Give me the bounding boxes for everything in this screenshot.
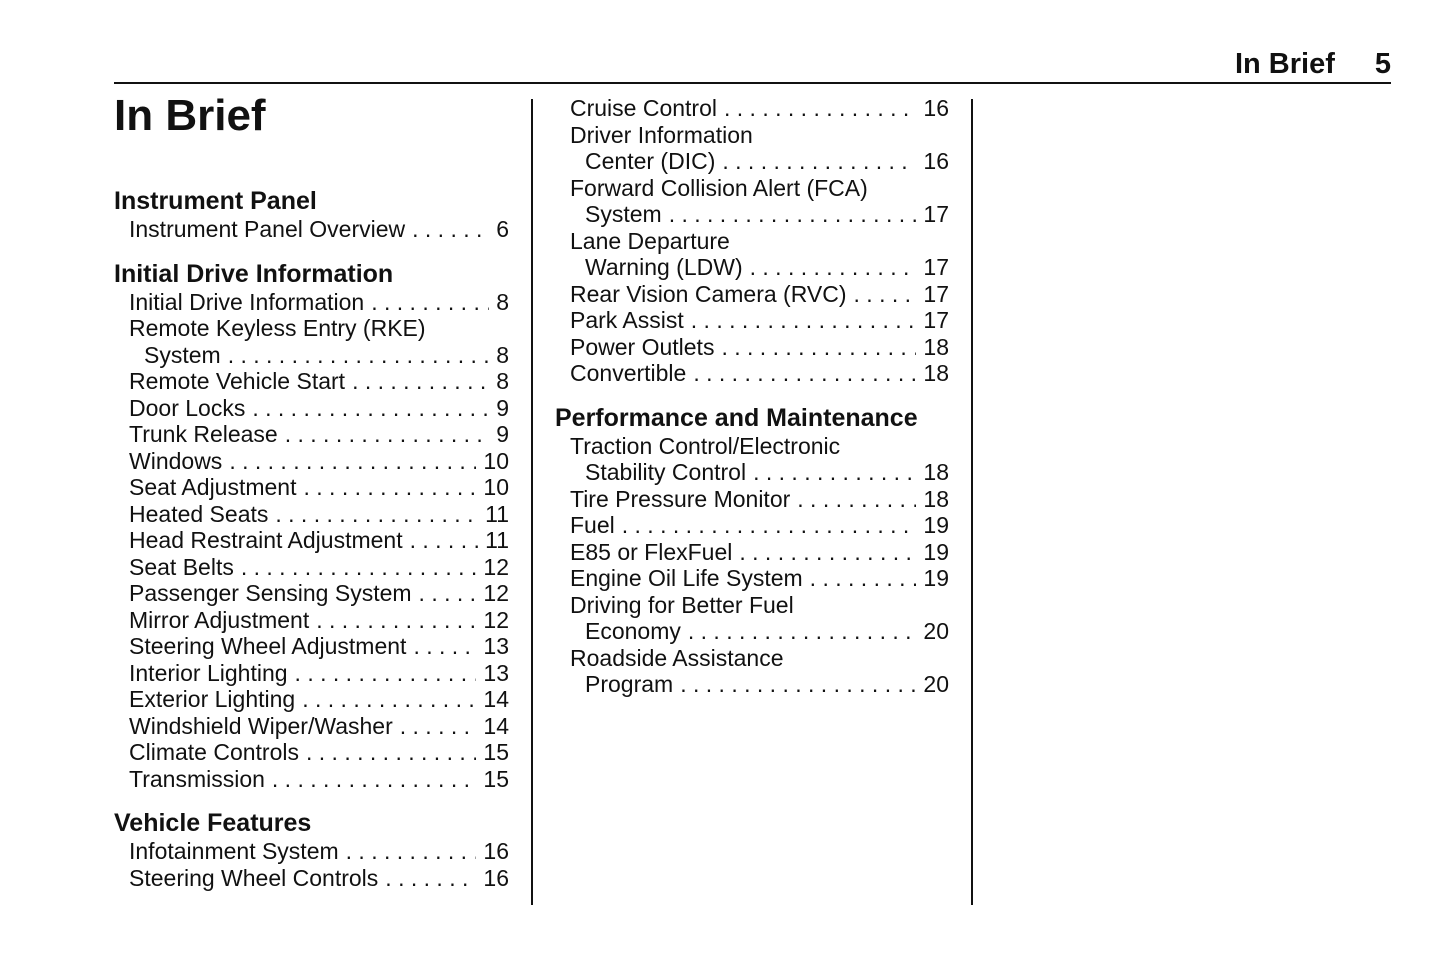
toc-entry-title: Climate Controls xyxy=(129,739,299,765)
toc-entry-page: 9 xyxy=(496,421,509,447)
dot-leader xyxy=(285,421,489,448)
toc-entry-title: Steering Wheel Controls xyxy=(129,864,379,891)
dot-leader xyxy=(228,342,490,369)
toc-entry-page: 9 xyxy=(496,394,509,421)
dot-leader xyxy=(316,607,476,634)
toc-entry-page: 16 xyxy=(923,95,949,121)
toc-entry-title-line[interactable]: Driving for Better Fuel xyxy=(570,591,794,618)
dot-leader xyxy=(295,660,477,687)
toc-entry-page: 17 xyxy=(923,307,949,333)
toc-entry-page: 19 xyxy=(923,512,949,538)
dot-leader xyxy=(410,527,479,554)
toc-entry-title-line[interactable]: Forward Collision Alert (FCA) xyxy=(570,174,868,201)
toc-entry-title: Engine Oil Life System xyxy=(570,565,803,591)
dot-leader xyxy=(724,95,916,122)
toc-entry[interactable] xyxy=(114,527,509,554)
toc-entry-title: Interior Lighting xyxy=(129,659,288,686)
toc-entry-title: Fuel xyxy=(570,512,615,538)
dot-leader xyxy=(400,713,477,740)
toc-section-heading: Vehicle Features xyxy=(114,809,312,837)
toc-entry[interactable] xyxy=(114,395,509,422)
toc-entry-title: Transmission xyxy=(129,765,265,792)
toc-section-heading: Instrument Panel xyxy=(114,187,317,215)
dot-leader xyxy=(252,395,489,422)
toc-entry[interactable] xyxy=(114,421,509,448)
dot-leader xyxy=(722,148,916,175)
toc-entry-title: Infotainment System xyxy=(129,838,339,864)
toc-entry[interactable] xyxy=(555,201,949,228)
dot-leader xyxy=(750,254,917,281)
toc-entry-title-line[interactable]: Remote Keyless Entry (RKE) xyxy=(129,315,426,341)
toc-entry-title: System xyxy=(585,201,662,227)
toc-entry-page: 8 xyxy=(496,341,509,368)
toc-entry[interactable] xyxy=(114,368,509,395)
toc-entry-title: Stability Control xyxy=(585,459,747,485)
toc-entry-title: E85 or FlexFuel xyxy=(570,538,733,565)
toc-entry-page: 18 xyxy=(923,360,949,386)
toc-entry-page: 11 xyxy=(485,527,509,553)
toc-entry[interactable] xyxy=(114,607,509,634)
toc-entry[interactable] xyxy=(114,686,509,713)
toc-entry-title-line[interactable]: Traction Control/Electronic xyxy=(570,432,841,459)
toc-entry[interactable] xyxy=(114,554,509,581)
dot-leader xyxy=(346,838,477,865)
toc-entry-page: 8 xyxy=(496,368,509,394)
dot-leader xyxy=(385,865,476,892)
toc-entry-title: Exterior Lighting xyxy=(129,686,296,712)
toc-entry-title: Windshield Wiper/Washer xyxy=(129,712,393,739)
running-head xyxy=(1235,44,1391,84)
dot-leader xyxy=(275,501,478,528)
toc-entry-page: 12 xyxy=(483,606,509,633)
toc-entry[interactable] xyxy=(555,512,949,539)
toc-entry[interactable] xyxy=(114,474,509,501)
toc-entry[interactable] xyxy=(555,618,949,645)
toc-entry-title: Steering Wheel Adjustment xyxy=(129,633,407,659)
toc-entry-title: Trunk Release xyxy=(129,421,278,447)
toc-entry-title: Seat Adjustment xyxy=(129,474,297,500)
toc-entry-page: 14 xyxy=(483,712,509,739)
toc-entry-page: 12 xyxy=(483,580,509,606)
toc-entry-page: 17 xyxy=(923,201,949,227)
toc-entry-title-line[interactable]: Driver Information xyxy=(570,121,753,148)
toc-entry[interactable] xyxy=(114,448,509,475)
toc-entry-page: 18 xyxy=(923,333,949,360)
toc-entry-page: 18 xyxy=(923,459,949,485)
toc-entry-page: 13 xyxy=(483,633,509,659)
toc-entry[interactable] xyxy=(114,501,509,528)
dot-leader xyxy=(680,671,916,698)
toc-entry-title: Door Locks xyxy=(129,394,246,421)
toc-entry[interactable] xyxy=(555,671,949,698)
toc-entry-title: Remote Vehicle Start xyxy=(129,368,346,394)
header-rule xyxy=(114,82,1391,84)
toc-entry-title-line[interactable]: Lane Departure xyxy=(570,227,730,254)
toc-entry-page: 15 xyxy=(483,765,509,792)
toc-entry[interactable] xyxy=(114,289,509,316)
toc-entry[interactable] xyxy=(114,739,509,766)
toc-entry-title: Heated Seats xyxy=(129,500,269,527)
dot-leader xyxy=(413,633,476,660)
dot-leader xyxy=(691,307,917,334)
toc-entry[interactable] xyxy=(114,713,509,740)
toc-entry-title: Seat Belts xyxy=(129,553,234,580)
toc-entry-page: 6 xyxy=(496,216,509,242)
toc-entry-page: 17 xyxy=(923,254,949,280)
toc-entry-page: 16 xyxy=(923,148,949,174)
toc-entry[interactable] xyxy=(555,307,949,334)
toc-entry-page: 17 xyxy=(923,280,949,307)
dot-leader xyxy=(810,565,917,592)
toc-entry-page: 12 xyxy=(483,553,509,580)
dot-leader xyxy=(721,334,916,361)
dot-leader xyxy=(229,448,476,475)
toc-entry[interactable] xyxy=(555,565,949,592)
toc-section-heading: Initial Drive Information xyxy=(114,259,394,288)
dot-leader xyxy=(622,512,917,539)
toc-entry-title: Warning (LDW) xyxy=(585,254,743,280)
toc-entry-page: 13 xyxy=(483,659,509,686)
toc-entry-title: Power Outlets xyxy=(570,333,715,360)
page-number: 5 xyxy=(1374,48,1391,80)
toc-entry[interactable] xyxy=(555,148,949,175)
toc-entry-page: 16 xyxy=(483,864,509,891)
toc-entry-title-line[interactable]: Roadside Assistance xyxy=(570,644,784,671)
dot-leader xyxy=(272,766,477,793)
toc-entry[interactable] xyxy=(114,766,509,793)
toc-entry-page: 16 xyxy=(483,838,509,864)
dot-leader xyxy=(739,539,916,566)
toc-entry[interactable] xyxy=(555,486,949,513)
toc-entry-page: 8 xyxy=(496,288,509,315)
toc-entry[interactable] xyxy=(114,865,509,892)
toc-entry-title: Convertible xyxy=(570,360,687,386)
toc-entry[interactable] xyxy=(555,281,949,308)
toc-entry-title: Park Assist xyxy=(570,307,684,333)
toc-entry[interactable] xyxy=(555,254,949,281)
toc-entry-title: Tire Pressure Monitor xyxy=(570,485,791,512)
toc-entry[interactable] xyxy=(114,633,509,660)
toc-entry[interactable] xyxy=(555,459,949,486)
toc-entry-title: Economy xyxy=(585,618,681,644)
dot-leader xyxy=(854,281,917,308)
dot-leader xyxy=(302,686,476,713)
toc-entry[interactable] xyxy=(114,342,509,369)
toc-entry-title: Center (DIC) xyxy=(585,148,716,174)
running-head-title: In Brief xyxy=(1234,48,1335,80)
toc-entry[interactable] xyxy=(555,334,949,361)
dot-leader xyxy=(304,474,477,501)
toc-entry-page: 15 xyxy=(483,739,509,765)
toc-section-heading: Performance and Maintenance xyxy=(555,403,918,432)
chapter-title: In Brief xyxy=(114,91,266,140)
toc-entry[interactable] xyxy=(555,360,949,387)
toc-entry-title: System xyxy=(144,341,221,368)
toc-entry-page: 11 xyxy=(485,500,509,527)
toc-entry[interactable] xyxy=(114,838,509,865)
dot-leader xyxy=(241,554,477,581)
toc-entry-page: 10 xyxy=(483,447,509,474)
toc-entry-title: Rear Vision Camera (RVC) xyxy=(570,280,847,307)
dot-leader xyxy=(352,368,489,395)
toc-entry-title: Program xyxy=(585,671,674,697)
toc-entry-title: Cruise Control xyxy=(570,95,717,121)
dot-leader xyxy=(688,618,917,645)
toc-entry-page: 10 xyxy=(483,474,509,500)
column-divider-left xyxy=(531,99,533,905)
toc-entry-title: Instrument Panel Overview xyxy=(129,216,406,242)
dot-leader xyxy=(753,459,916,486)
toc-entry-title: Initial Drive Information xyxy=(129,288,365,315)
column-divider-right xyxy=(971,99,973,905)
toc-entry-title: Mirror Adjustment xyxy=(129,606,310,633)
toc-entry-title: Head Restraint Adjustment xyxy=(129,527,403,553)
toc-entry[interactable] xyxy=(114,660,509,687)
toc-entry[interactable] xyxy=(555,95,949,122)
dot-leader xyxy=(412,216,489,243)
toc-column-left xyxy=(114,186,509,891)
toc-entry[interactable] xyxy=(114,580,509,607)
dot-leader xyxy=(797,486,916,513)
toc-entry[interactable] xyxy=(555,539,949,566)
toc-entry-page: 14 xyxy=(483,686,509,712)
toc-entry-title: Passenger Sensing System xyxy=(129,580,412,606)
dot-leader xyxy=(669,201,917,228)
dot-leader xyxy=(306,739,476,766)
toc-entry-page: 20 xyxy=(923,671,949,697)
toc-entry-page: 18 xyxy=(923,485,949,512)
dot-leader xyxy=(419,580,477,607)
toc-entry-page: 19 xyxy=(923,538,949,565)
toc-column-right xyxy=(555,95,949,698)
toc-entry-page: 19 xyxy=(923,565,949,591)
dot-leader xyxy=(371,289,489,316)
dot-leader xyxy=(693,360,916,387)
toc-entry[interactable] xyxy=(114,216,509,243)
toc-entry-title: Windows xyxy=(129,447,223,474)
toc-entry-page: 20 xyxy=(923,618,949,644)
